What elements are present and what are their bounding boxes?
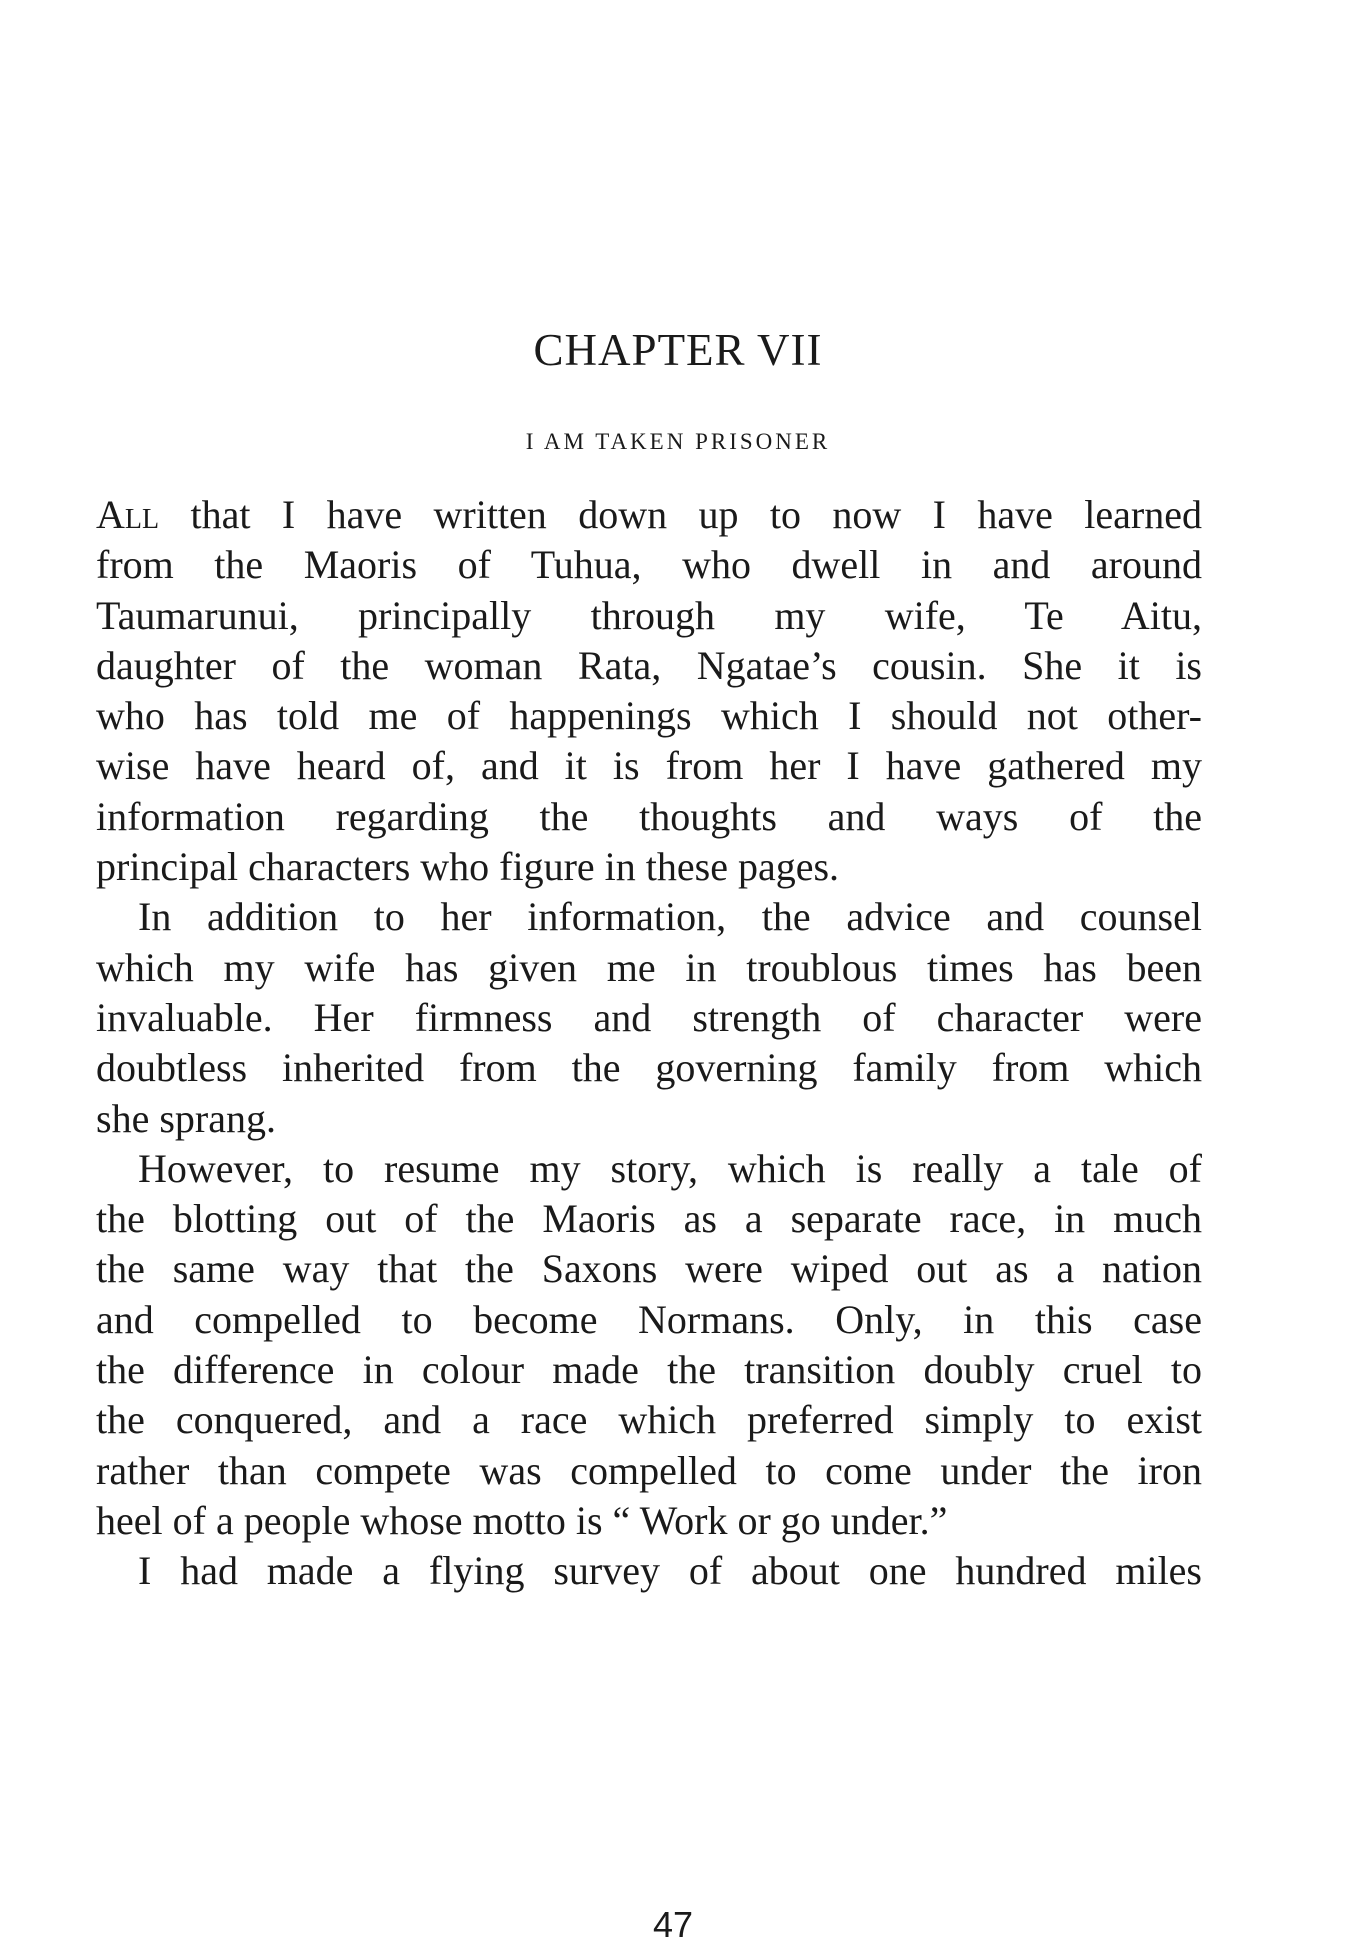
text-line: In addition to her information, the advice and counsel (138, 894, 1202, 940)
text-line: doubtless inherited from the governing family from which (96, 1045, 1202, 1091)
text-line: principal characters who figure in these pages. (96, 844, 840, 890)
text-line: I had made a flying survey of about one hundred miles (138, 1548, 1202, 1594)
text-line: the difference in colour made the transition doubly cruel to (96, 1347, 1202, 1393)
text-line: she sprang. (96, 1095, 276, 1141)
text-line: Taumarunui, principally through my wife, Te Aitu, (96, 592, 1202, 638)
page-number-container (0, 1904, 1346, 1946)
text-line-content: that I have written down up to now I have learned (159, 492, 1202, 537)
text-line: and compelled to become Normans. Only, in this case (96, 1296, 1202, 1342)
text-line: the same way that the Saxons were wiped out as a nation (96, 1246, 1202, 1292)
text-line: heel of a people whose motto is “ Work or go under.” (96, 1497, 948, 1543)
text-line: rather than compete was compelled to come under the iron (96, 1447, 1202, 1493)
text-line (96, 490, 1202, 540)
text-line: who has told me of happenings which I should not other- (96, 693, 1202, 739)
text-line: the blotting out of the Maoris as a separate race, in much (96, 1196, 1202, 1242)
body-text (96, 490, 1202, 1597)
text-line: information regarding the thoughts and ways of the (96, 793, 1202, 839)
text-line: from the Maoris of Tuhua, who dwell in and around (96, 542, 1202, 588)
chapter-subtitle: I AM TAKEN PRISONER (525, 429, 831, 454)
text-line: wise have heard of, and it is from her I have gathered my (96, 743, 1202, 789)
text-line: However, to resume my story, which is really a tale of (138, 1145, 1202, 1191)
text-line: invaluable. Her firmness and strength of character were (96, 994, 1202, 1040)
chapter-title: CHAPTER VII (533, 325, 823, 375)
text-line: daughter of the woman Rata, Ngatae’s cousin. She it is (96, 642, 1202, 688)
lead-word: All (96, 492, 160, 537)
text-line: which my wife has given me in troublous times has been (96, 944, 1202, 990)
text-line: the conquered, and a race which preferred simply to exist (96, 1397, 1202, 1443)
page-number: 47 (652, 1904, 694, 1945)
